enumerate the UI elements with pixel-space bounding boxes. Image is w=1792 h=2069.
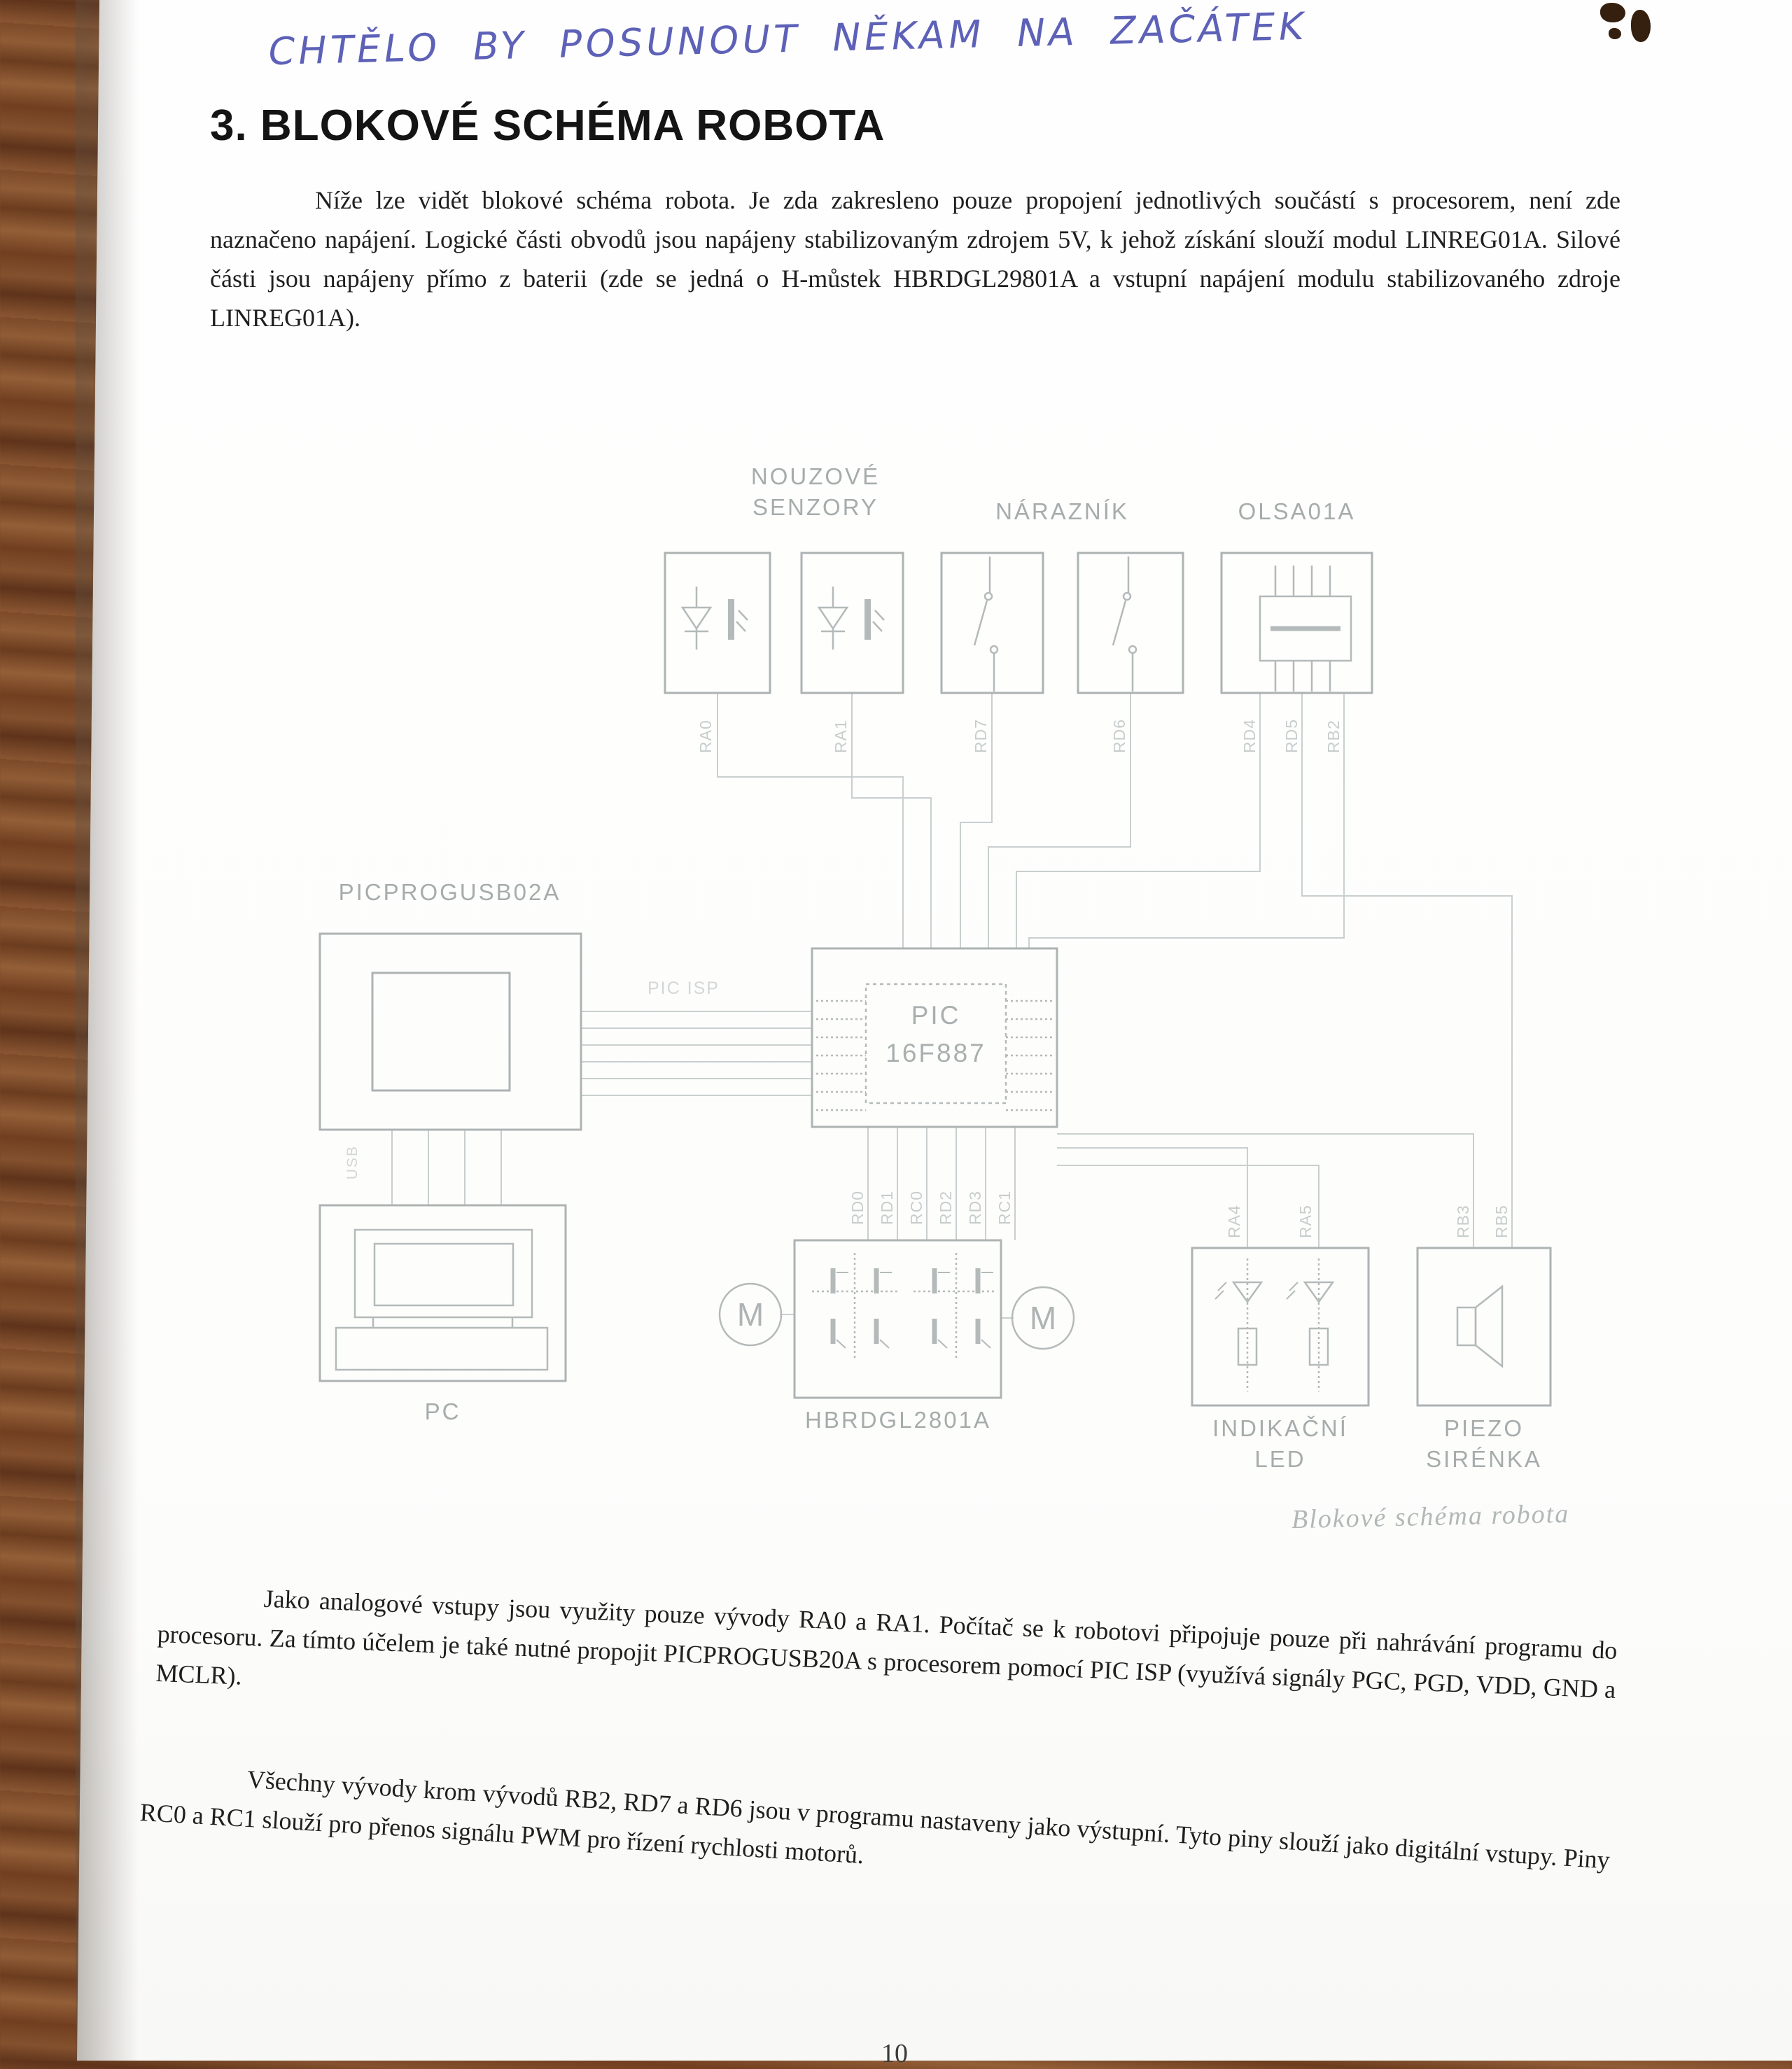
pin-label: RD4 <box>1240 718 1259 753</box>
page-title: 3. BLOKOVÉ SCHÉMA ROBOTA <box>210 101 886 150</box>
label-picprogusb02a: PICPROGUSB02A <box>338 879 561 905</box>
label-pic-line1: PIC <box>911 1001 961 1030</box>
pin-label: RD7 <box>972 718 990 753</box>
pin-label: RD5 <box>1282 718 1301 753</box>
intro-paragraph: Níže lze vidět blokové schéma robota. Je zda zakresleno pouze propojení jednotlivých součástí s procesorem, není zde naznačeno napájení. Logické části obvodů jsou napájeny stabilizovaným zdrojem 5V, k jehož získání slouží modul LINREG01A. Silové části jsou napájeny přímo z baterii (zde se jedná o H-můstek HBRDGL29801A a vstupní napájení modulu stabilizovaného zdroje LINREG01A). <box>210 186 1620 332</box>
label-piezo-line1: PIEZO <box>1443 1415 1525 1441</box>
pin-label: RD3 <box>966 1190 984 1225</box>
ir-sensor-icon <box>682 587 748 650</box>
switch-icon <box>974 556 997 692</box>
label-emergency-sensors-line2: SENZORY <box>752 494 878 520</box>
pin-label: RC1 <box>995 1190 1014 1225</box>
led-icon <box>1215 1258 1333 1391</box>
ir-sensor-icon <box>819 587 884 650</box>
pc-icon <box>336 1230 547 1370</box>
label-hbrdgl2801a: HBRDGL2801A <box>805 1407 991 1433</box>
bus-label-pic-isp: PIC ISP <box>648 979 720 998</box>
pin-label: RD0 <box>848 1190 867 1225</box>
pin-label: RC0 <box>907 1190 925 1225</box>
handwritten-note: CHTĚLO BY POSUNOUT NĚKAM NA ZAČÁTEK <box>265 3 1310 74</box>
label-pic-line2: 16F887 <box>886 1039 986 1067</box>
label-emergency-sensors-line1: NOUZOVÉ <box>750 463 881 489</box>
pin-label: RD6 <box>1110 718 1128 753</box>
label-pc: PC <box>424 1398 461 1424</box>
pin-label: RB5 <box>1492 1205 1511 1238</box>
speaker-icon <box>1457 1286 1502 1366</box>
bus-label-usb: USB <box>344 1145 360 1180</box>
chip-icon <box>1260 566 1351 692</box>
h-bridge-icon <box>812 1253 994 1358</box>
diagram-symbols <box>336 556 1502 1391</box>
pin-label: RD2 <box>937 1190 955 1225</box>
switch-icon <box>1113 556 1136 692</box>
motor-letter: M <box>1029 1300 1057 1336</box>
figure-caption: Blokové schéma robota <box>1291 1499 1570 1535</box>
analog-inputs-paragraph: Jako analogové vstupy jsou využity pouze vývody RA0 a RA1. Počítač se k robotovi připojuje pouze při nahrávání programu do procesoru. Za tímto účelem je také nutné propojit PICPROGUSB20A s procesorem pomocí PIC ISP (využívá signály PGC, PGD, VDD, GND a MCLR). <box>155 1584 1618 1704</box>
pin-label: RA0 <box>696 720 715 753</box>
label-led-line1: INDIKAČNÍ <box>1212 1415 1348 1441</box>
label-led-line2: LED <box>1254 1446 1306 1472</box>
pin-label: RB3 <box>1454 1205 1472 1238</box>
label-piezo-line2: SIRÉNKA <box>1426 1446 1542 1472</box>
motor-letter: M <box>736 1296 764 1333</box>
page-number: 10 <box>881 2039 908 2068</box>
label-bumper: NÁRAZNÍK <box>995 498 1129 524</box>
pin-label: RD1 <box>878 1190 896 1225</box>
pin-label: RA1 <box>832 720 850 753</box>
digital-pins-paragraph: Všechny vývody krom vývodů RB2, RD7 a RD6 jsou v programu nastaveny jako výstupní. Tyto piny slouží jako digitální vstupy. Piny RC0 a RC1 slouží pro přenos signálu PWM pro řízení rychlosti motorů. <box>139 1765 1611 1874</box>
pin-label: RA5 <box>1296 1205 1315 1238</box>
label-olsa01a: OLSA01A <box>1238 498 1356 524</box>
pin-label: RB2 <box>1324 720 1343 753</box>
pin-label: RA4 <box>1225 1205 1243 1238</box>
